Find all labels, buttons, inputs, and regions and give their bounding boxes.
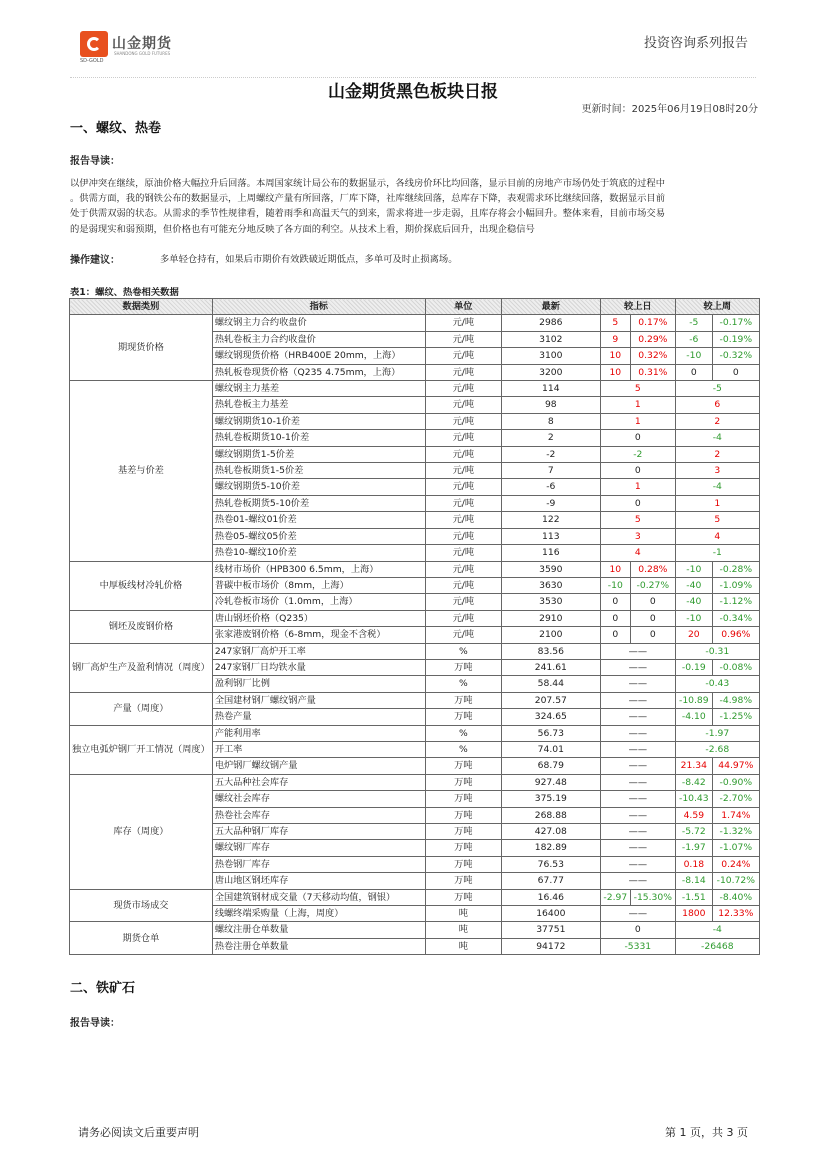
- row-latest: 16400: [501, 906, 600, 922]
- row-unit: 元/吨: [425, 315, 501, 331]
- row-indicator: 张家港废钢价格（6-8mm，现金不含税）: [212, 627, 425, 643]
- row-vs-prev-week-abs: -40: [675, 577, 712, 593]
- row-vs-prev-day-pct: 0.31%: [630, 364, 675, 380]
- row-indicator: 热卷05-螺纹05价差: [212, 528, 425, 544]
- row-indicator: 五大品种社会库存: [212, 774, 425, 790]
- row-vs-prev-week-abs: -1.51: [675, 889, 712, 905]
- row-unit: 元/吨: [425, 381, 501, 397]
- row-category: 现货市场成交: [70, 889, 213, 922]
- row-vs-prev-day: -5331: [600, 938, 675, 954]
- row-indicator: 螺纹钢现货价格（HRB400E 20mm，上海）: [212, 348, 425, 364]
- row-unit: 元/吨: [425, 331, 501, 347]
- row-vs-prev-week-abs: 1800: [675, 906, 712, 922]
- row-vs-prev-week-abs: -6: [675, 331, 712, 347]
- row-vs-prev-day: ——: [600, 824, 675, 840]
- table-row: [70, 610, 760, 626]
- row-indicator: 热轧板卷现货价格（Q235 4.75mm，上海）: [212, 364, 425, 380]
- row-vs-prev-day: -2: [600, 446, 675, 462]
- row-indicator: 唐山地区钢坯库存: [212, 873, 425, 889]
- row-vs-prev-week-pct: 12.33%: [712, 906, 759, 922]
- row-indicator: 唐山钢坯价格（Q235）: [212, 610, 425, 626]
- row-vs-prev-week-pct: 1.74%: [712, 807, 759, 823]
- row-vs-prev-day-pct: 0: [630, 627, 675, 643]
- row-indicator: 五大品种钢厂库存: [212, 824, 425, 840]
- row-latest: 3530: [501, 594, 600, 610]
- col-header-vs-prev-week: 较上周: [675, 299, 759, 315]
- row-indicator: 热轧卷板期货5-10价差: [212, 495, 425, 511]
- row-vs-prev-day-abs: 0: [600, 594, 630, 610]
- row-indicator: 开工率: [212, 741, 425, 757]
- row-latest: 98: [501, 397, 600, 413]
- row-unit: 元/吨: [425, 594, 501, 610]
- table-row: [70, 643, 760, 659]
- row-vs-prev-day: ——: [600, 692, 675, 708]
- row-latest: 83.56: [501, 643, 600, 659]
- row-indicator: 冷轧卷板市场价（1.0mm，上海）: [212, 594, 425, 610]
- table-row: [70, 889, 760, 905]
- row-vs-prev-week: 6: [675, 397, 759, 413]
- row-latest: 58.44: [501, 676, 600, 692]
- row-vs-prev-day-abs: 10: [600, 348, 630, 364]
- row-vs-prev-week-abs: -10: [675, 561, 712, 577]
- row-latest: 182.89: [501, 840, 600, 856]
- row-latest: 3100: [501, 348, 600, 364]
- row-unit: 万吨: [425, 774, 501, 790]
- logo-en-text: SD-GOLD: [80, 58, 104, 64]
- row-latest: 56.73: [501, 725, 600, 741]
- row-vs-prev-day: ——: [600, 741, 675, 757]
- row-vs-prev-week-pct: 44.97%: [712, 758, 759, 774]
- table-header-row: [70, 299, 760, 315]
- row-indicator: 热卷注册仓单数量: [212, 938, 425, 954]
- row-latest: 37751: [501, 922, 600, 938]
- row-indicator: 热卷产量: [212, 709, 425, 725]
- row-category: 钢厂高炉生产及盈利情况（周度）: [70, 643, 213, 692]
- row-indicator: 盈利钢厂比例: [212, 676, 425, 692]
- row-latest: 2: [501, 430, 600, 446]
- row-unit: 元/吨: [425, 397, 501, 413]
- row-vs-prev-day: 0: [600, 430, 675, 446]
- row-latest: 116: [501, 545, 600, 561]
- row-unit: %: [425, 725, 501, 741]
- row-vs-prev-day: ——: [600, 873, 675, 889]
- row-latest: 76.53: [501, 856, 600, 872]
- table-row: [70, 692, 760, 708]
- row-unit: %: [425, 741, 501, 757]
- row-vs-prev-day-abs: 5: [600, 315, 630, 331]
- row-indicator: 热卷社会库存: [212, 807, 425, 823]
- row-unit: 元/吨: [425, 413, 501, 429]
- row-vs-prev-week-abs: -10: [675, 610, 712, 626]
- row-indicator: 螺纹钢厂库存: [212, 840, 425, 856]
- row-category: 独立电弧炉钢厂开工情况（周度）: [70, 725, 213, 774]
- row-latest: -2: [501, 446, 600, 462]
- row-latest: 268.88: [501, 807, 600, 823]
- row-indicator: 热轧卷板期货1-5价差: [212, 463, 425, 479]
- row-vs-prev-week-abs: 21.34: [675, 758, 712, 774]
- col-header-latest: 最新: [501, 299, 600, 315]
- row-latest: 3590: [501, 561, 600, 577]
- row-vs-prev-week: -2.68: [675, 741, 759, 757]
- table-row: [70, 725, 760, 741]
- row-indicator: 普碳中板市场价（8mm，上海）: [212, 577, 425, 593]
- row-indicator: 产能利用率: [212, 725, 425, 741]
- page-title: 山金期货黑色板块日报: [328, 82, 498, 102]
- row-indicator: 螺纹注册仓单数量: [212, 922, 425, 938]
- row-indicator: 热轧卷板期货10-1价差: [212, 430, 425, 446]
- row-unit: 元/吨: [425, 430, 501, 446]
- row-vs-prev-day: ——: [600, 659, 675, 675]
- row-vs-prev-day: 1: [600, 413, 675, 429]
- row-vs-prev-day-abs: -2.97: [600, 889, 630, 905]
- row-latest: 2100: [501, 627, 600, 643]
- row-unit: 万吨: [425, 807, 501, 823]
- row-vs-prev-week-pct: 0.96%: [712, 627, 759, 643]
- row-vs-prev-day-pct: -15.30%: [630, 889, 675, 905]
- row-unit: %: [425, 643, 501, 659]
- row-indicator: 线材市场价（HPB300 6.5mm，上海）: [212, 561, 425, 577]
- row-vs-prev-week: -4: [675, 430, 759, 446]
- row-vs-prev-week: 2: [675, 413, 759, 429]
- row-unit: 元/吨: [425, 528, 501, 544]
- row-unit: %: [425, 676, 501, 692]
- row-category: 库存（周度）: [70, 774, 213, 889]
- row-vs-prev-week-abs: -5.72: [675, 824, 712, 840]
- row-vs-prev-week-abs: 0: [675, 364, 712, 380]
- row-vs-prev-week-pct: -0.90%: [712, 774, 759, 790]
- section-heading-iron-ore: 二、铁矿石: [70, 981, 136, 996]
- row-vs-prev-week: 5: [675, 512, 759, 528]
- row-unit: 元/吨: [425, 627, 501, 643]
- row-latest: 67.77: [501, 873, 600, 889]
- row-vs-prev-day: 5: [600, 512, 675, 528]
- row-vs-prev-week-pct: -1.32%: [712, 824, 759, 840]
- row-vs-prev-week: -1: [675, 545, 759, 561]
- row-vs-prev-day-pct: 0.29%: [630, 331, 675, 347]
- row-unit: 元/吨: [425, 577, 501, 593]
- row-indicator: 螺纹钢主力基差: [212, 381, 425, 397]
- row-vs-prev-day: ——: [600, 758, 675, 774]
- row-indicator: 热卷10-螺纹10价差: [212, 545, 425, 561]
- row-latest: 113: [501, 528, 600, 544]
- row-vs-prev-day-pct: 0: [630, 610, 675, 626]
- row-unit: 吨: [425, 922, 501, 938]
- row-latest: -6: [501, 479, 600, 495]
- row-latest: 3630: [501, 577, 600, 593]
- row-latest: 324.65: [501, 709, 600, 725]
- row-unit: 元/吨: [425, 446, 501, 462]
- row-vs-prev-week: -0.43: [675, 676, 759, 692]
- row-vs-prev-day-pct: -0.27%: [630, 577, 675, 593]
- row-indicator: 线螺终端采购量（上海，周度）: [212, 906, 425, 922]
- row-vs-prev-day: ——: [600, 643, 675, 659]
- row-vs-prev-day-pct: 0.28%: [630, 561, 675, 577]
- row-vs-prev-week-pct: -4.98%: [712, 692, 759, 708]
- row-indicator: 电炉钢厂螺纹钢产量: [212, 758, 425, 774]
- row-vs-prev-week-pct: -10.72%: [712, 873, 759, 889]
- row-vs-prev-day-abs: 10: [600, 561, 630, 577]
- row-vs-prev-day-abs: 0: [600, 610, 630, 626]
- row-vs-prev-week-abs: 20: [675, 627, 712, 643]
- row-indicator: 热卷钢厂库存: [212, 856, 425, 872]
- row-vs-prev-day: ——: [600, 676, 675, 692]
- row-vs-prev-week-abs: -8.42: [675, 774, 712, 790]
- row-latest: 8: [501, 413, 600, 429]
- row-latest: 74.01: [501, 741, 600, 757]
- col-header-unit: 单位: [425, 299, 501, 315]
- row-vs-prev-day: 5: [600, 381, 675, 397]
- row-unit: 元/吨: [425, 561, 501, 577]
- row-latest: 16.46: [501, 889, 600, 905]
- table-row: [70, 774, 760, 790]
- row-vs-prev-week: -26468: [675, 938, 759, 954]
- row-vs-prev-week-abs: -10.43: [675, 791, 712, 807]
- lead-paragraph: [70, 176, 760, 237]
- row-vs-prev-week-abs: 0.18: [675, 856, 712, 872]
- row-vs-prev-day: ——: [600, 709, 675, 725]
- row-vs-prev-week-pct: -0.32%: [712, 348, 759, 364]
- row-vs-prev-week: -0.31: [675, 643, 759, 659]
- lead-label-2: 报告导读：: [70, 1018, 120, 1029]
- row-vs-prev-day: ——: [600, 807, 675, 823]
- row-vs-prev-week-pct: -0.19%: [712, 331, 759, 347]
- row-category: 基差与价差: [70, 381, 213, 561]
- row-vs-prev-week: -1.97: [675, 725, 759, 741]
- logo-subtext: SHANDONG GOLD FUTURES: [114, 51, 171, 56]
- row-latest: 68.79: [501, 758, 600, 774]
- row-latest: 375.19: [501, 791, 600, 807]
- row-vs-prev-day-pct: 0.17%: [630, 315, 675, 331]
- row-vs-prev-day: 1: [600, 479, 675, 495]
- row-latest: 7: [501, 463, 600, 479]
- col-header-vs-prev-day: 较上日: [600, 299, 675, 315]
- row-vs-prev-day: ——: [600, 774, 675, 790]
- row-vs-prev-day: 1: [600, 397, 675, 413]
- row-indicator: 螺纹钢主力合约收盘价: [212, 315, 425, 331]
- row-vs-prev-week: 2: [675, 446, 759, 462]
- row-vs-prev-week-pct: -1.07%: [712, 840, 759, 856]
- update-time: 更新时间：2025年06月19日08时20分: [581, 104, 758, 115]
- row-unit: 万吨: [425, 856, 501, 872]
- row-vs-prev-week: -4: [675, 479, 759, 495]
- row-latest: 3102: [501, 331, 600, 347]
- row-unit: 万吨: [425, 840, 501, 856]
- row-vs-prev-week-abs: -1.97: [675, 840, 712, 856]
- row-category: 钢坯及废钢价格: [70, 610, 213, 643]
- row-unit: 吨: [425, 906, 501, 922]
- row-vs-prev-day-abs: -10: [600, 577, 630, 593]
- row-unit: 元/吨: [425, 364, 501, 380]
- row-vs-prev-week-abs: 4.59: [675, 807, 712, 823]
- section-heading-rebar: 一、螺纹、热卷: [70, 121, 162, 136]
- row-vs-prev-week-abs: -8.14: [675, 873, 712, 889]
- table-row: [70, 381, 760, 397]
- row-vs-prev-day: 0: [600, 463, 675, 479]
- row-vs-prev-day-pct: 0.32%: [630, 348, 675, 364]
- row-vs-prev-day: 0: [600, 922, 675, 938]
- row-unit: 万吨: [425, 709, 501, 725]
- row-latest: 3200: [501, 364, 600, 380]
- row-vs-prev-week-pct: -0.17%: [712, 315, 759, 331]
- row-vs-prev-week-pct: -0.34%: [712, 610, 759, 626]
- footer-disclaimer: 请务必阅读文后重要声明: [78, 1126, 199, 1139]
- row-unit: 元/吨: [425, 545, 501, 561]
- row-unit: 元/吨: [425, 463, 501, 479]
- row-latest: 94172: [501, 938, 600, 954]
- row-category: 期现货价格: [70, 315, 213, 381]
- row-unit: 万吨: [425, 873, 501, 889]
- row-vs-prev-week: 4: [675, 528, 759, 544]
- row-unit: 元/吨: [425, 348, 501, 364]
- page-number: 第 1 页，共 3 页: [665, 1126, 748, 1139]
- row-indicator: 全国建材钢厂螺纹钢产量: [212, 692, 425, 708]
- row-unit: 万吨: [425, 824, 501, 840]
- row-vs-prev-day: 4: [600, 545, 675, 561]
- row-latest: 207.57: [501, 692, 600, 708]
- row-indicator: 热轧卷板主力基差: [212, 397, 425, 413]
- table-row: [70, 922, 760, 938]
- row-vs-prev-day: 0: [600, 495, 675, 511]
- lead-line: 处于供需双弱的状态。从需求的季节性规律看，随着雨季和高温天气的到来，需求将进一步走弱，且库存将会小幅回升。整体来看，目前市场交易: [70, 208, 666, 220]
- row-latest: 2986: [501, 315, 600, 331]
- row-latest: 2910: [501, 610, 600, 626]
- row-vs-prev-week-abs: -5: [675, 315, 712, 331]
- lead-label: 报告导读：: [70, 156, 120, 167]
- col-header-indicator: 指标: [212, 299, 425, 315]
- row-unit: 元/吨: [425, 479, 501, 495]
- row-unit: 万吨: [425, 692, 501, 708]
- row-latest: 927.48: [501, 774, 600, 790]
- row-vs-prev-week-abs: -4.10: [675, 709, 712, 725]
- row-indicator: 全国建筑钢材成交量（7天移动均值，钢银）: [212, 889, 425, 905]
- row-indicator: 螺纹社会库存: [212, 791, 425, 807]
- row-vs-prev-week: 1: [675, 495, 759, 511]
- row-indicator: 热轧卷板主力合约收盘价: [212, 331, 425, 347]
- row-unit: 万吨: [425, 889, 501, 905]
- row-vs-prev-week: 3: [675, 463, 759, 479]
- data-table: [69, 298, 760, 955]
- row-indicator: 螺纹钢期货1-5价差: [212, 446, 425, 462]
- row-vs-prev-week-abs: -40: [675, 594, 712, 610]
- table-row: [70, 561, 760, 577]
- row-vs-prev-day: ——: [600, 906, 675, 922]
- lead-line: 。供需方面，我的钢铁公布的数据显示，上周螺纹产量有所回落，厂库下降，社库继续回落，总库存下降，表观需求环比继续回落，数据显示目前: [70, 193, 666, 205]
- row-unit: 万吨: [425, 659, 501, 675]
- logo-mark-icon: [80, 31, 108, 57]
- row-vs-prev-week-pct: 0.24%: [712, 856, 759, 872]
- row-latest: 241.61: [501, 659, 600, 675]
- row-indicator: 247家钢厂高炉开工率: [212, 643, 425, 659]
- row-indicator: 螺纹钢期货5-10价差: [212, 479, 425, 495]
- row-vs-prev-week-pct: 0: [712, 364, 759, 380]
- logo-text: 山金期货: [112, 36, 172, 52]
- lead-line: 的是弱现实和弱预期，但价格也有可能充分地反映了各方面的利空。从技术上看，期价探底后回升，出现企稳信号: [70, 223, 535, 235]
- row-latest: 122: [501, 512, 600, 528]
- row-category: 产量（周度）: [70, 692, 213, 725]
- row-vs-prev-day-abs: 0: [600, 627, 630, 643]
- row-vs-prev-week-abs: -0.19: [675, 659, 712, 675]
- row-indicator: 热卷01-螺纹01价差: [212, 512, 425, 528]
- row-unit: 元/吨: [425, 495, 501, 511]
- row-indicator: 螺纹钢期货10-1价差: [212, 413, 425, 429]
- row-category: 中厚板线材冷轧价格: [70, 561, 213, 610]
- row-vs-prev-day: 3: [600, 528, 675, 544]
- advice-label: 操作建议：: [70, 255, 120, 266]
- row-vs-prev-week-pct: -1.25%: [712, 709, 759, 725]
- lead-line: 以伊冲突在继续，原油价格大幅拉升后回落。本周国家统计局公布的数据显示，各线房价环比均回落，显示目前的房地产市场仍处于筑底的过程中: [70, 178, 666, 189]
- company-logo: [80, 31, 190, 65]
- row-vs-prev-day-abs: 10: [600, 364, 630, 380]
- row-unit: 元/吨: [425, 610, 501, 626]
- row-latest: 114: [501, 381, 600, 397]
- row-vs-prev-week: -5: [675, 381, 759, 397]
- row-unit: 万吨: [425, 791, 501, 807]
- row-vs-prev-day: ——: [600, 856, 675, 872]
- report-series: 投资咨询系列报告: [643, 36, 748, 51]
- row-vs-prev-day: ——: [600, 725, 675, 741]
- row-unit: 万吨: [425, 758, 501, 774]
- row-category: 期货仓单: [70, 922, 213, 955]
- row-vs-prev-week-pct: -0.08%: [712, 659, 759, 675]
- row-indicator: 247家钢厂日均铁水量: [212, 659, 425, 675]
- row-vs-prev-week-abs: -10.89: [675, 692, 712, 708]
- row-unit: 吨: [425, 938, 501, 954]
- row-latest: 427.08: [501, 824, 600, 840]
- table-row: [70, 315, 760, 331]
- row-vs-prev-week-pct: -2.70%: [712, 791, 759, 807]
- row-vs-prev-week: -4: [675, 922, 759, 938]
- row-vs-prev-week-pct: -1.12%: [712, 594, 759, 610]
- row-vs-prev-day: ——: [600, 791, 675, 807]
- row-vs-prev-week-abs: -10: [675, 348, 712, 364]
- row-vs-prev-day-pct: 0: [630, 594, 675, 610]
- row-vs-prev-day-abs: 9: [600, 331, 630, 347]
- row-latest: -9: [501, 495, 600, 511]
- row-vs-prev-week-pct: -1.09%: [712, 577, 759, 593]
- col-header-category: 数据类别: [70, 299, 213, 315]
- row-vs-prev-day: ——: [600, 840, 675, 856]
- advice-text: 多单轻仓持有，如果后市期价有效跌破近期低点，多单可及时止损离场。: [160, 254, 458, 265]
- table-caption: 表1：螺纹、热卷相关数据: [70, 287, 179, 298]
- row-vs-prev-week-pct: -8.40%: [712, 889, 759, 905]
- row-unit: 元/吨: [425, 512, 501, 528]
- row-vs-prev-week-pct: -0.28%: [712, 561, 759, 577]
